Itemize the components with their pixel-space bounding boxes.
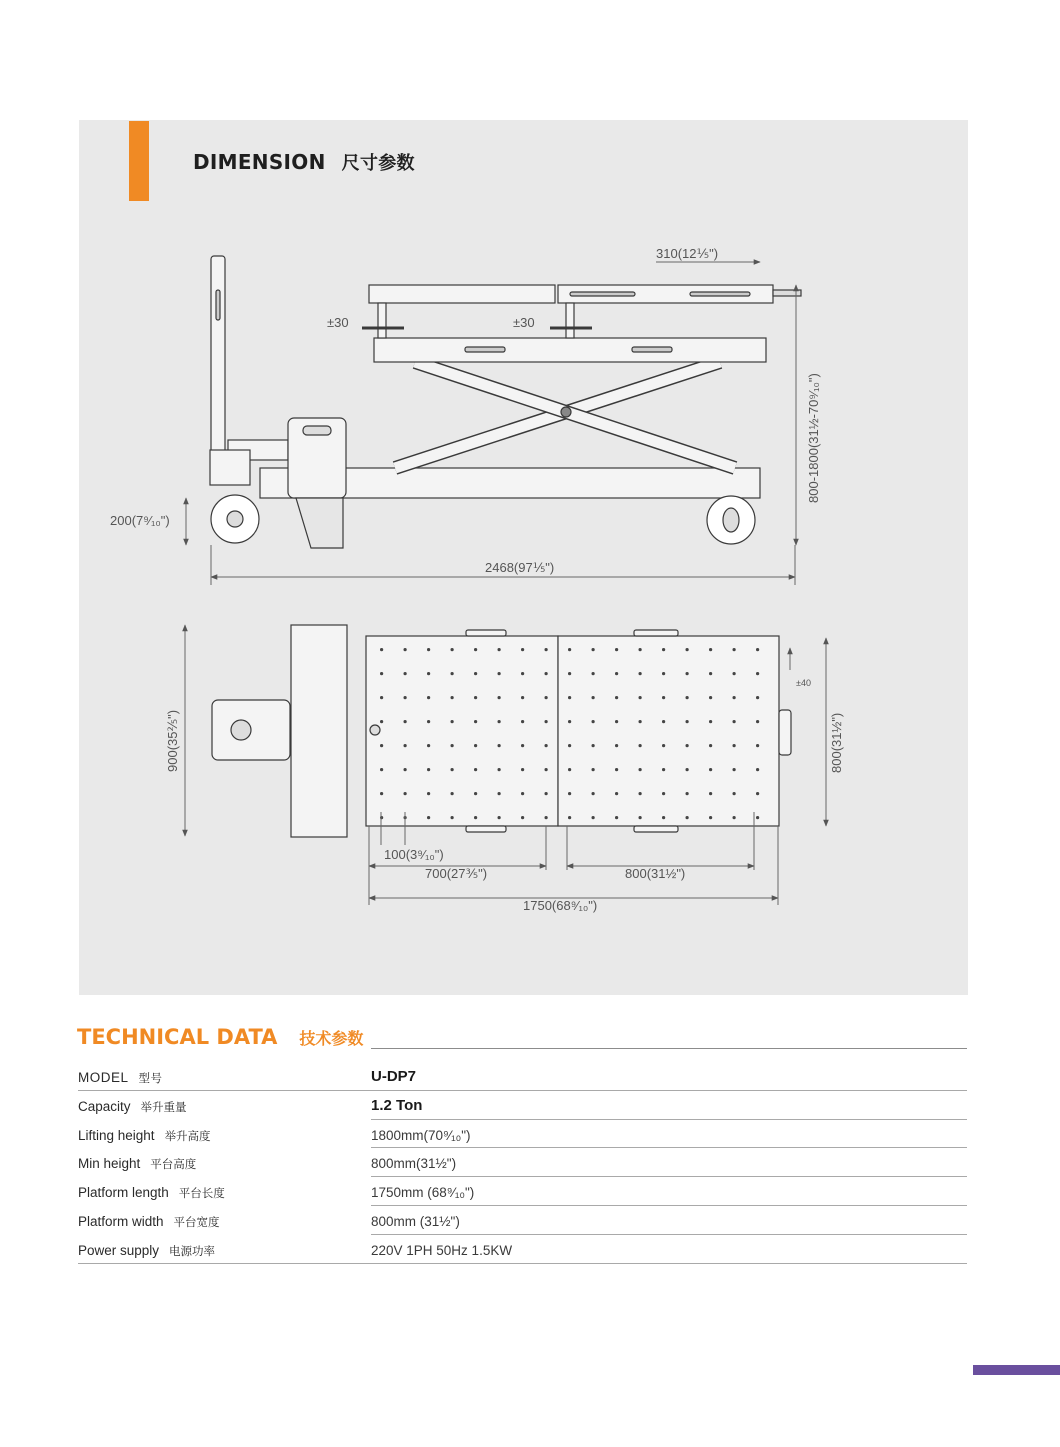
spec-label: MODEL 型号 [78, 1070, 163, 1085]
label-overall-length: 2468(97⅕") [485, 560, 555, 575]
technical-title: TECHNICAL DATA [77, 1025, 278, 1049]
spec-table [78, 1062, 967, 1264]
spec-row-model [78, 1062, 967, 1091]
technical-divider [371, 1048, 967, 1049]
spec-row-capacity [78, 1091, 967, 1120]
spec-row-platform-width [78, 1206, 967, 1235]
spec-value: U-DP7 [371, 1068, 417, 1085]
spec-value: 800mm(31½") [371, 1156, 457, 1172]
spec-label: Min height 平台高度 [78, 1156, 197, 1172]
label-section-right: 800(31½") [625, 866, 686, 881]
label-lift-range: 800-1800(31½-70⁹⁄₁₀") [806, 373, 821, 503]
label-overall-width: 900(35⅖") [165, 709, 180, 772]
lift-platform [374, 338, 766, 362]
tiller-handle [211, 256, 225, 456]
side-view [210, 256, 801, 548]
spec-value: 1750mm (68⁹⁄₁₀") [371, 1185, 475, 1201]
technical-heading [77, 1025, 363, 1049]
technical-title-cn: 技术参数 [299, 1029, 364, 1048]
label-platform-width: 800(31½") [829, 712, 844, 773]
spec-value: 800mm (31½") [371, 1213, 460, 1229]
label-wheel-height: 200(7⁹⁄₁₀") [110, 513, 170, 528]
spec-value: 1.2 Ton [371, 1096, 423, 1114]
label-top-extension: 310(12⅕") [656, 246, 719, 261]
tiller-housing [291, 625, 347, 837]
label-hole-offset: 100(3⁹⁄₁₀") [384, 847, 444, 862]
spec-label: Power supply 电源功率 [78, 1242, 216, 1258]
top-view [212, 625, 791, 837]
label-adjust-right: ±30 [513, 315, 535, 330]
spec-row-platform-length [78, 1177, 967, 1206]
spec-label: Lifting height 举升高度 [78, 1127, 211, 1143]
spec-label: Platform length 平台长度 [78, 1185, 225, 1201]
dimension-title: DIMENSION [193, 150, 326, 174]
spec-row-min-height [78, 1148, 967, 1177]
spec-value: 220V 1PH 50Hz 1.5KW [371, 1242, 513, 1258]
label-section-left: 700(27⅗") [425, 866, 488, 881]
row-divider [78, 1263, 967, 1264]
spec-value: 1800mm(70⁹⁄₁₀") [371, 1127, 471, 1143]
label-top-adjust: ±40 [796, 678, 811, 688]
dimension-title-cn: 尺寸参数 [341, 153, 415, 174]
label-platform-length: 1750(68⁹⁄₁₀") [523, 898, 598, 913]
spec-row-lifting-height [78, 1120, 967, 1149]
spec-row-power-supply [78, 1235, 967, 1264]
label-adjust-left: ±30 [327, 315, 349, 330]
side-handle [779, 710, 791, 755]
spec-label: Platform width 平台宽度 [78, 1213, 220, 1229]
spec-label: Capacity 举升重量 [78, 1098, 187, 1114]
top-table-left [369, 285, 555, 303]
footer-accent-bar [973, 1365, 1060, 1375]
